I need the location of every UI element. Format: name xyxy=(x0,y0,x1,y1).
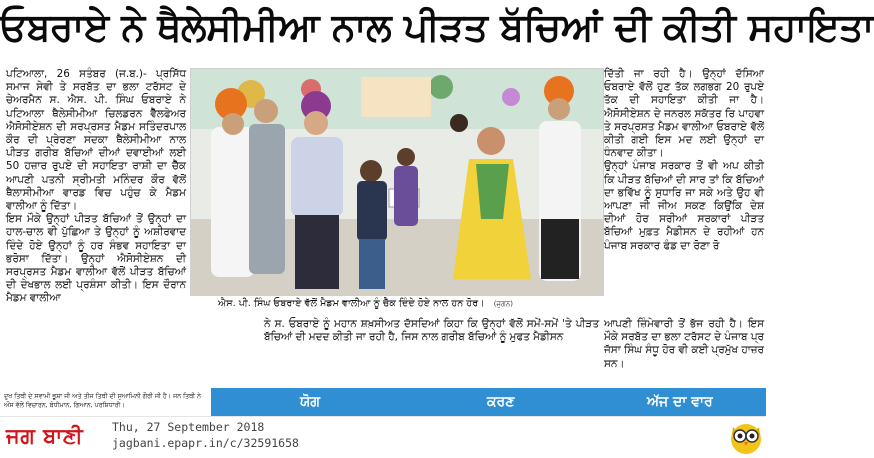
article-column-right-bottom xyxy=(604,318,764,374)
article-column-left xyxy=(6,68,186,378)
article-paragraph: ਪਟਿਆਲਾ, 26 ਸਤੰਬਰ (ਜ.ਬ.)- ਪ੍ਰਸਿੱਧ ਸਮਾਜ ਸੇਵੀ ਤੇ ਸਰਬੱਤ ਦਾ ਭਲਾ ਟਰੱਸਟ ਦੇ ਚੇਅਰਮੈਨ ਸ. ਐਸ. ਪੀ. ਸਿੰਘ ਓਬਰਾਏ ਨੇ ਪਟਿਆਲਾ ਥੈਲੇਸੀਮੀਆ ਚਿਲਡਰਨ ਵੈੱਲਫੇਅਰ ਐਸੋਸੀਏਸ਼ਨ ਦੀ ਸਰਪ੍ਰਸਤ ਮੈਡਮ ਸਤਿੰਦਰਪਾਲ ਕੌਰ ਦੀ ਪ੍ਰੇਰਣਾ ਸਦਕਾ ਥੈਲੇਸੀਮੀਆ ਨਾਲ ਪੀੜਤ ਗਰੀਬ ਬੱਚਿਆਂ ਦੀਆਂ ਦਵਾਈਆਂ ਲਈ 50 ਹਜ਼ਾਰ ਰੁਪਏ ਦੀ ਸਹਾਇਤਾ ਰਾਸ਼ੀ ਦਾ ਚੈੱਕ ਆਪਣੀ ਪਤਨੀ ਸ੍ਰੀਮਤੀ ਮਨਿੰਦਰ ਕੌਰ ਵੱਲੋਂ ਥੈਲਾਸੀਮੀਆ ਵਾਰਡ ਵਿਚ ਪਹੁੰਚ ਕੇ ਮੈਡਮ ਵਾਲੀਆ ਨੂੰ ਦਿੱਤਾ। xyxy=(6,68,186,213)
almanac-karan: ਕਰਣ xyxy=(487,394,515,410)
article-column-middle xyxy=(264,318,599,374)
article-paragraph: ਉਨ੍ਹਾਂ ਪੰਜਾਬ ਸਰਕਾਰ ਤੋਂ ਵੀ ਅਪ ਕੀਤੀ ਕਿ ਪੀੜਤ ਬੱਚਿਆਂ ਦੀ ਸਾਰ ਤਾਂ ਕਿ ਬੱਚਿਆਂ ਦਾ ਭਵਿੱਖ ਨੂੰ ਸੁਧਾਰਿ ਜਾ ਸਕੇ ਅਤੇ ਉਹ ਵੀ ਆਪਣਾ ਜੀ ਜੀਅ ਸਕਣ ਕਿਉਂਕਿ ਦੇਸ਼ ਦੀਆਂ ਹੋਰ ਸਰੀਆਂ ਸਰਕਾਰਾਂ ਪੀੜਤ ਬੱਚਿਆਂ ਮੁਫ਼ਤ ਮੈਡੀਸਨ ਦੇ ਰਹੀਆਂ ਹਨ ਪੰਜਾਬ ਸਰਕਾਰ ਫੰਡ ਦਾ ਰੋਣਾ ਰੋ xyxy=(604,160,764,252)
almanac-yog: ਯੋਗ xyxy=(300,394,321,410)
photo-credit: (ਜੁਗਨ) xyxy=(493,300,513,308)
edition-date: Thu, 27 September 2018 xyxy=(112,420,265,434)
article-paragraph: ਇਸ ਮੌਕੇ ਉਨ੍ਹਾਂ ਪੀੜਤ ਬੱਚਿਆਂ ਤੋਂ ਉਨ੍ਹਾਂ ਦਾ ਹਾਲ-ਚਾਲ ਵੀ ਪੁੱਛਿਆ ਤੇ ਉਨ੍ਹਾਂ ਨੂੰ ਅਸ਼ੀਰਵਾਦ ਦਿੰਦੇ ਹੋਏ ਉਨ੍ਹਾਂ ਨੂੰ ਹਰ ਸੰਭਵ ਸਹਾਇਤਾ ਦਾ ਭਰੋਸਾ ਦਿੱਤਾ। ਉਨ੍ਹਾਂ ਐਸੋਸੀਏਸ਼ਨ ਦੀ ਸਰਪ੍ਰਸਤ ਮੈਡਮ ਵਾਲੀਆ ਵੱਲੋਂ ਪੀੜਤ ਬੱਚਿਆਂ ਦੀ ਦੇਖਭਾਲ ਲਈ ਪ੍ਰਸ਼ੰਸਾ ਕੀਤੀ। ਇਸ ਦੌਰਾਨ ਮੈਡਮ ਵਾਲੀਆ xyxy=(6,213,186,305)
ad-text: ਦੁਖ ਤਿਥੀ ਦੇ ਸਵਾਮੀ ਭੂਸ਼ਾ ਜੀ ਅਤੇ ਤੀਜ ਤਿਥੀ ਦੀ ਸੁਆਮਿਨੀ ਗੌਰੀ ਜੀ ਹੈ। ਜਨ ਤਿਥੀ ਨੇ ਔਸ ਵੱਲੋਂ ਵਿਚਾਰਨ, ਬੰਧੀਮਾਨ, ਗਿਆਨ, ਪਰਸ਼ਿਧਾਰੀ। xyxy=(4,393,201,409)
owl-mascot-icon xyxy=(728,417,764,455)
newspaper-logo[interactable]: ਜਗ ਬਾਣੀ xyxy=(6,424,84,448)
photo-caption xyxy=(218,296,600,312)
photo-caption-text: ਐਸ. ਪੀ. ਸਿੰਘ ਓਬਰਾਏ ਵੱਲੋਂ ਮੈਡਮ ਵਾਲੀਆ ਨੂੰ ਚੈੱਕ ਦਿੰਦੇ ਹੋਏ ਨਾਲ ਹਨ ਹੋਰ। xyxy=(218,298,485,309)
almanac-aj-da-var: ਅੱਜ ਦਾ ਵਾਰ xyxy=(647,394,713,410)
article-paragraph: ਦਿੱਤੀ ਜਾ ਰਹੀ ਹੈ। ਉਨ੍ਹਾਂ ਦੱਸਿਆ ਓਬਰਾਏ ਵੱਲੋਂ ਹੁਣ ਤੱਕ ਲਗਭਗ 20 ਰੁਪਏ ਤੱਕ ਦੀ ਸਹਾਇਤਾ ਕੀਤੀ ਜਾ ਹੈ। ਐਸੋਸੀਏਸ਼ਨ ਦੇ ਜਨਰਲ ਸਕੱਤਰ ਰਿ ਪਾਹਵਾ ਤੇ ਸਰਪ੍ਰਸਤ ਮੈਡਮ ਵਾਲੀਆ ਓਬਰਾਏ ਵੱਲੋਂ ਕੀਤੀ ਗਈ ਇਸ ਮਦ ਲਈ ਉਨ੍ਹਾਂ ਦਾ ਧੰਨਵਾਦ ਕੀਤਾ। xyxy=(604,68,764,160)
epaper-url[interactable]: jagbani.epapr.in/c/32591658 xyxy=(112,436,299,450)
footer-meta xyxy=(112,419,299,451)
page-title: ਓਬਰਾਏ ਨੇ ਥੈਲੇਸੀਮੀਆ ਨਾਲ ਪੀੜਤ ਬੱਚਿਆਂ ਦੀ ਕੀਤੀ ਸਹਾਇਤਾ xyxy=(0,5,874,49)
article-paragraph: ਨੇ ਸ. ਓਬਰਾਏ ਨੂੰ ਮਹਾਨ ਸ਼ਖ਼ਸੀਅਤ ਦੱਸਦਿਆਂ ਕਿਹਾ ਕਿ ਉਨ੍ਹਾਂ ਵੱਲੋਂ ਸਮੇਂ-ਸਮੇਂ 'ਤੇ ਪੀੜਤ ਬੱਚਿਆਂ ਦੀ ਮਦਦ ਕੀਤੀ ਜਾ ਰਹੀ ਹੈ, ਜਿਸ ਨਾਲ ਗਰੀਬ ਬੱਚਿਆਂ ਨੂੰ ਮੁਫਤ ਮੈਡੀਸਨ xyxy=(264,318,599,344)
article-paragraph: ਆਪਣੀ ਜ਼ਿੰਮੇਵਾਰੀ ਤੋਂ ਭੱਜ ਰਹੀ ਹੈ। ਇਸ ਮੌਕੇ ਸਰਬੱਤ ਦਾ ਭਲਾ ਟਰੱਸਟ ਦੇ ਪੰਜਾਬ ਪ੍ਰ ਜੱਸਾ ਸਿੰਘ ਸੰਧੂ ਹੋਰ ਵੀ ਕਈ ਪ੍ਰਮੁੱਖ ਹਾਜ਼ਰ ਸਨ। xyxy=(604,318,764,370)
news-photo xyxy=(190,68,604,296)
news-photo-illustration xyxy=(191,69,603,295)
